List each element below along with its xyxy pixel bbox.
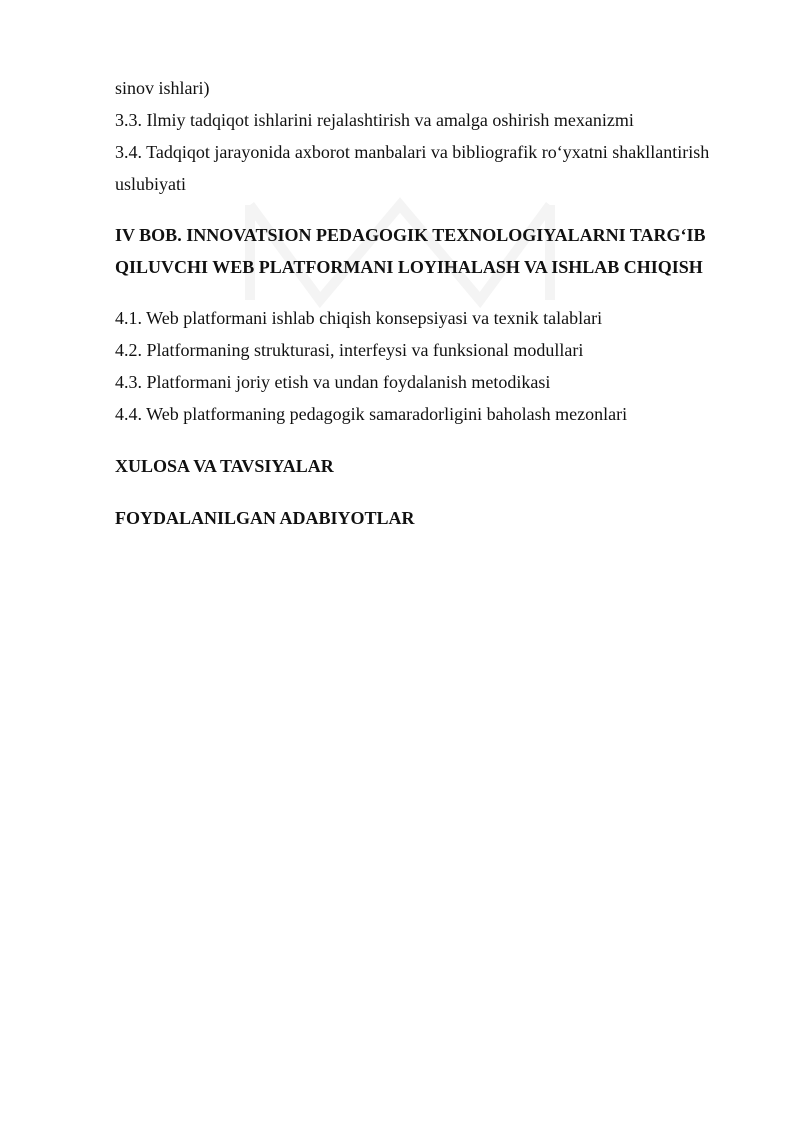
toc-item: 4.2. Platformaning strukturasi, interfeysi va funksional modullari	[115, 340, 584, 360]
references-heading: FOYDALANILGAN ADABIYOTLAR	[115, 508, 415, 528]
toc-content	[115, 72, 755, 534]
spacer	[115, 482, 755, 502]
chapter-heading: IV BOB. INNOVATSION PEDAGOGIK TEXNOLOGIYALARNI TARG‘IB	[115, 225, 706, 245]
toc-line: sinov ishlari)	[115, 78, 210, 98]
spacer	[115, 200, 755, 219]
toc-item: 4.3. Platformani joriy etish va undan foydalanish metodikasi	[115, 372, 551, 392]
conclusion-heading: XULOSA VA TAVSIYALAR	[115, 456, 334, 476]
spacer	[115, 283, 755, 302]
toc-line: uslubiyati	[115, 174, 186, 194]
toc-item: 4.4. Web platformaning pedagogik samaradorligini baholash mezonlari	[115, 404, 628, 424]
chapter-heading: QILUVCHI WEB PLATFORMANI LOYIHALASH VA ISHLAB CHIQISH	[115, 257, 703, 277]
toc-item: 4.1. Web platformani ishlab chiqish konsepsiyasi va texnik talablari	[115, 308, 603, 328]
spacer	[115, 430, 755, 450]
toc-line: 3.4. Tadqiqot jarayonida axborot manbalari va bibliografik ro‘yxatni shakllantirish	[115, 142, 710, 162]
toc-line: 3.3. Ilmiy tadqiqot ishlarini rejalashtirish va amalga oshirish mexanizmi	[115, 110, 634, 130]
